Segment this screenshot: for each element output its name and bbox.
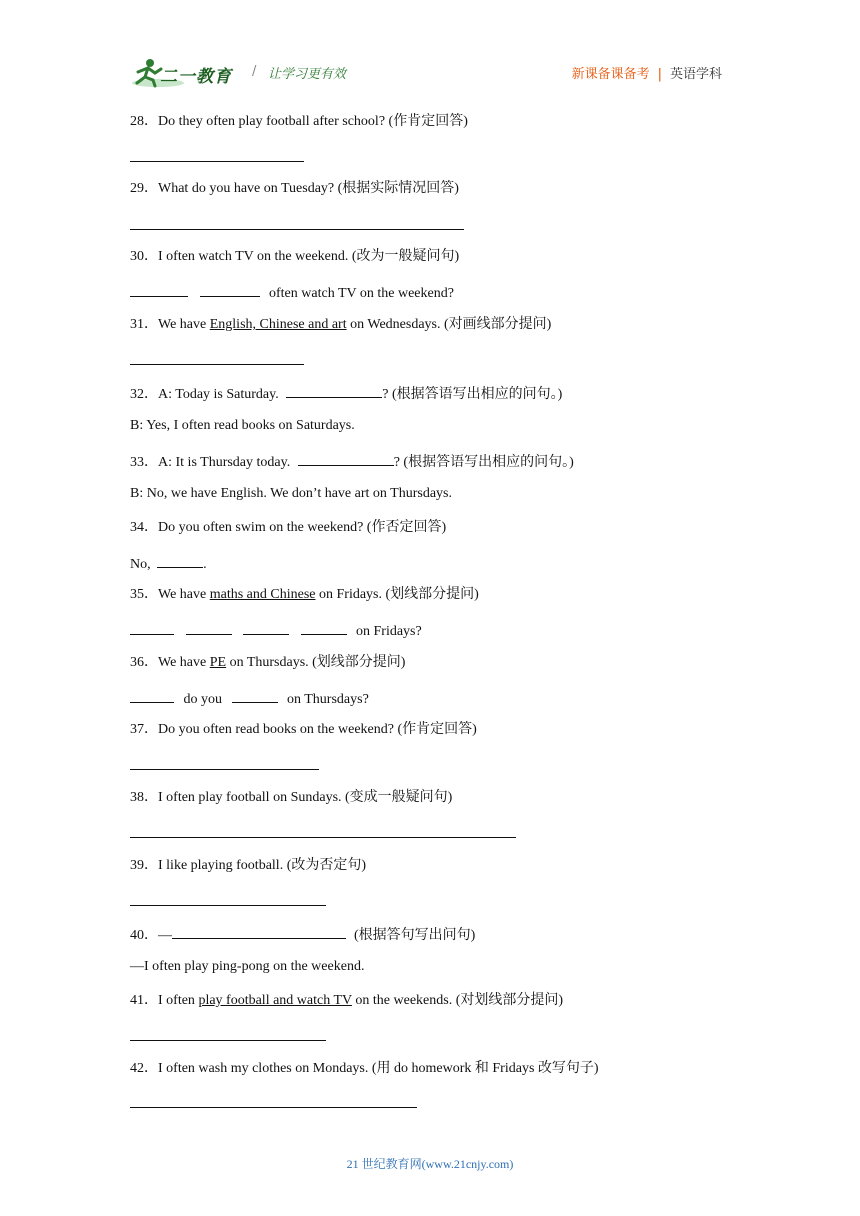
answer-30 [130, 282, 454, 303]
header-divider: | [657, 67, 662, 82]
answer-line-39[interactable] [130, 905, 326, 906]
answer-line-37[interactable] [130, 769, 319, 770]
answer-36 [130, 688, 369, 709]
answer-35 [130, 620, 422, 641]
answer-30-tail: often watch TV on the weekend? [269, 286, 454, 301]
question-29: 29．What do you have on Tuesday? (根据实际情况回答) [130, 181, 459, 196]
question-37: 37．Do you often read books on the weekend? (作肯定回答) [130, 722, 477, 737]
question-33 [130, 451, 574, 472]
question-33-answer: B: No, we have English. We don’t have art on Thursdays. [130, 486, 452, 501]
q33-pre: 33．A: It is Thursday today. [130, 455, 294, 470]
question-32-answer: B: Yes, I often read books on Saturdays. [130, 418, 355, 433]
question-40 [130, 924, 475, 945]
q41-underlined: play football and watch TV [198, 993, 352, 1008]
question-34: 34．Do you often swim on the weekend? (作否定回答) [130, 520, 447, 535]
header-subject: 英语学科 [669, 67, 722, 82]
q31-post: on Wednesdays. (对画线部分提问) [346, 317, 552, 332]
answer-35-tail: on Fridays? [356, 624, 422, 639]
q36-pre: 36．We have [130, 655, 210, 670]
logo-text: 二一教育 [160, 67, 232, 87]
answer-34 [130, 553, 207, 574]
question-40-answer: —I often play ping-pong on the weekend. [130, 959, 365, 974]
blank-30-2[interactable] [200, 282, 260, 297]
answer-line-42[interactable] [130, 1107, 417, 1108]
slogan: 让学习更有效 [268, 67, 347, 82]
page-footer: 21 世纪教育网(www.21cnjy.com) [346, 1157, 514, 1171]
q41-pre: 41．I often [130, 993, 199, 1008]
q32-post: ? (根据答语写出相应的问句。) [382, 387, 563, 402]
q35-underlined: maths and Chinese [209, 587, 316, 602]
header-course-label: 新课备课备考 [571, 67, 650, 82]
q36-post: on Thursdays. (划线部分提问) [226, 655, 406, 670]
question-36 [130, 654, 405, 672]
blank-34[interactable] [157, 553, 203, 568]
question-35 [130, 586, 479, 604]
answer-36-tail: on Thursdays? [287, 692, 369, 707]
answer-line-31[interactable] [130, 364, 304, 365]
answer-line-28[interactable] [130, 161, 304, 162]
q36-underlined: PE [209, 655, 227, 670]
blank-32[interactable] [286, 383, 382, 398]
q35-pre: 35．We have [130, 587, 210, 602]
q32-pre: 32．A: Today is Saturday. [130, 387, 283, 402]
blank-36-1[interactable] [130, 688, 174, 703]
question-32 [130, 383, 562, 404]
answer-line-41[interactable] [130, 1040, 326, 1041]
blank-35-3[interactable] [243, 620, 289, 635]
slogan-separator: / [252, 64, 257, 79]
blank-40[interactable] [172, 924, 346, 939]
question-42: 42．I often wash my clothes on Mondays. (用 do homework 和 Fridays 改写句子) [130, 1061, 599, 1076]
answer-34-pre: No, [130, 557, 155, 572]
blank-35-1[interactable] [130, 620, 174, 635]
q35-post: on Fridays. (划线部分提问) [315, 587, 479, 602]
question-31 [130, 316, 551, 334]
blank-36-2[interactable] [232, 688, 278, 703]
q40-pre: 40．— [130, 928, 172, 943]
question-38: 38．I often play football on Sundays. (变成一般疑问句) [130, 790, 453, 805]
blank-35-2[interactable] [186, 620, 232, 635]
question-28: 28．Do they often play football after school? (作肯定回答) [130, 114, 468, 129]
q40-post: (根据答句写出问句) [354, 928, 476, 943]
question-41 [130, 992, 563, 1010]
q41-post: on the weekends. (对划线部分提问) [351, 993, 564, 1008]
blank-33[interactable] [298, 451, 394, 466]
q33-post: ? (根据答语写出相应的问句。) [393, 455, 574, 470]
blank-30-1[interactable] [130, 282, 188, 297]
answer-line-38[interactable] [130, 837, 516, 838]
question-30: 30．I often watch TV on the weekend. (改为一般疑问句) [130, 249, 460, 264]
answer-34-post: . [203, 557, 207, 572]
page-header [0, 0, 860, 100]
question-39: 39．I like playing football. (改为否定句) [130, 858, 367, 873]
q31-pre: 31．We have [130, 317, 210, 332]
blank-35-4[interactable] [301, 620, 347, 635]
header-right [572, 63, 722, 82]
q31-underlined: English, Chinese and art [209, 317, 347, 332]
answer-line-29[interactable] [130, 229, 464, 230]
answer-36-mid: do you [183, 692, 222, 707]
